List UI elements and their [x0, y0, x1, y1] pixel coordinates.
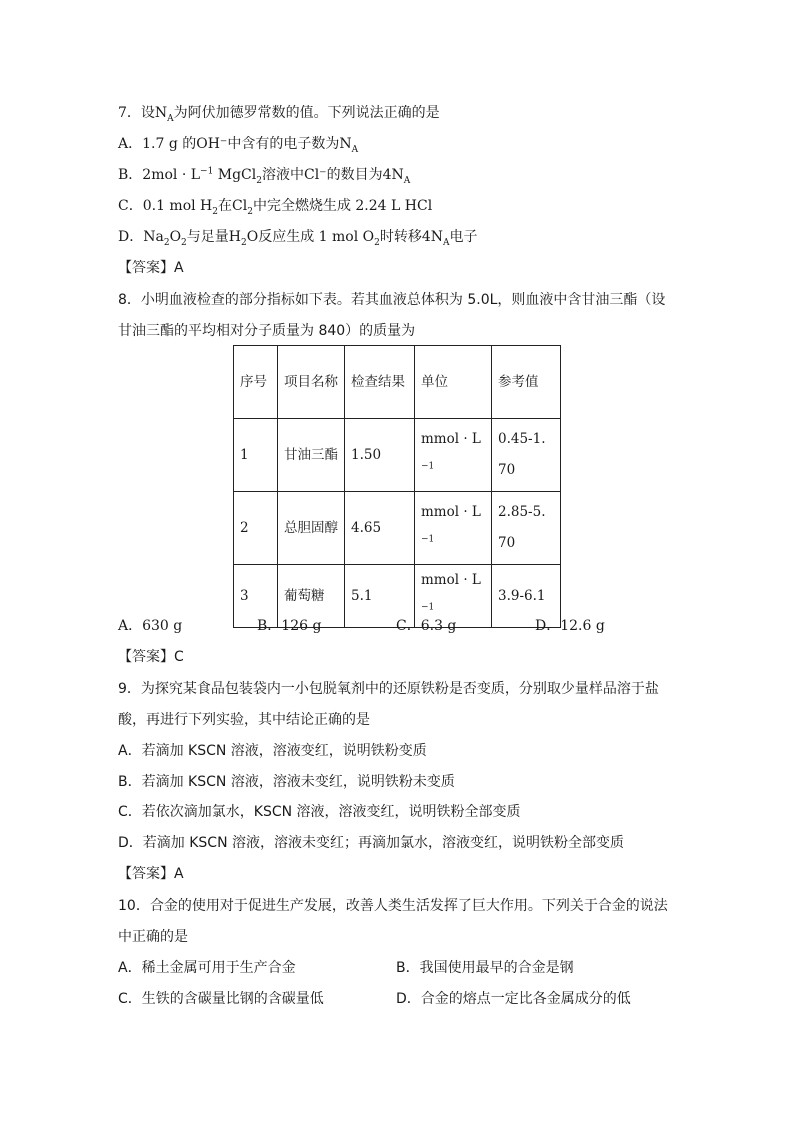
q8-option-d: D．12.6 g	[535, 618, 605, 634]
q7-option-a: A．1.7 g 的OH⁻中含有的电子数为$N_A$	[118, 136, 359, 155]
q9-answer: 【答案】A	[118, 866, 184, 882]
q7-option-d: D．$Na_2O_2$与足量$H_2O$反应生成 1 mol $O_2$时转移$4N_A$电子	[118, 229, 478, 248]
header-unit: 单位	[415, 346, 492, 419]
row-reference: 2.85-5.70	[492, 492, 561, 565]
q10-stem-line2: 中正确的是	[118, 929, 188, 945]
q9-option-d: D．若滴加 KSCN 溶液，溶液未变红；再滴加氯水，溶液变红，说明铁粉全部变质	[118, 835, 624, 851]
q10-option-b: B．我国使用最早的合金是钢	[396, 960, 574, 976]
blood-test-table	[233, 345, 561, 628]
q9-option-a: A．若滴加 KSCN 溶液，溶液变红，说明铁粉变质	[118, 743, 427, 759]
q8-option-b: B．126 g	[257, 618, 322, 634]
q7-option-b: B．$2mol \cdot L^{-1}$ MgCl$_2$溶液中Cl⁻的数目为$4N_A$	[118, 166, 411, 186]
header-result: 检查结果	[345, 346, 415, 419]
q7-answer: 【答案】A	[118, 260, 184, 276]
row-unit: mmol · $L^{-1}$	[415, 492, 492, 565]
row-result: 4.65	[345, 492, 415, 565]
row-index: 1	[234, 419, 278, 492]
row-item-name: 葡萄糖	[278, 565, 345, 628]
row-index: 2	[234, 492, 278, 565]
q7-option-c: C．0.1 mol $H_2$在$Cl_2$中完全燃烧生成 2.24 L HCl	[118, 198, 433, 217]
header-item-name: 项目名称	[278, 346, 345, 419]
header-index: 序号	[234, 346, 278, 419]
q8-answer: 【答案】C	[118, 649, 184, 665]
row-index: 3	[234, 565, 278, 628]
row-result: 1.50	[345, 419, 415, 492]
row-reference: 0.45-1.70	[492, 419, 561, 492]
header-reference: 参考值	[492, 346, 561, 419]
q9-option-b: B．若滴加 KSCN 溶液，溶液未变红，说明铁粉未变质	[118, 774, 455, 790]
q7-stem: 7．设$N_A$为阿伏加德罗常数的值。下列说法正确的是	[118, 105, 440, 124]
q10-stem-line1: 10．合金的使用对于促进生产发展，改善人类生活发挥了巨大作用。下列关于合金的说法	[118, 898, 668, 914]
q9-stem-line2: 酸，再进行下列实验，其中结论正确的是	[118, 712, 370, 728]
table-row	[234, 419, 561, 492]
table-header-row	[234, 346, 561, 419]
row-unit: mmol · $L^{-1}$	[415, 419, 492, 492]
q10-option-c: C．生铁的含碳量比钢的含碳量低	[118, 991, 324, 1007]
row-item-name: 甘油三酯	[278, 419, 345, 492]
row-item-name: 总胆固醇	[278, 492, 345, 565]
q8-option-a: A．630 g	[118, 618, 183, 634]
table-row	[234, 492, 561, 565]
q9-stem-line1: 9．为探究某食品包装袋内一小包脱氧剂中的还原铁粉是否变质，分别取少量样品溶于盐	[118, 681, 659, 697]
q9-option-c: C．若依次滴加氯水，KSCN 溶液，溶液变红，说明铁粉全部变质	[118, 804, 521, 820]
q8-stem-line1: 8．小明血液检查的部分指标如下表。若其血液总体积为 5.0L，则血液中含甘油三酯（设	[118, 292, 666, 308]
row-reference: 3.9-6.1	[492, 565, 561, 628]
row-result: 5.1	[345, 565, 415, 628]
q8-option-c: C．6.3 g	[396, 618, 457, 634]
row-unit: mmol · $L^{-1}$	[415, 565, 492, 628]
q8-stem-line2: 甘油三酯的平均相对分子质量为 840）的质量为	[118, 323, 416, 339]
q10-option-a: A．稀土金属可用于生产合金	[118, 960, 296, 976]
q10-option-d: D．合金的熔点一定比各金属成分的低	[396, 991, 631, 1007]
